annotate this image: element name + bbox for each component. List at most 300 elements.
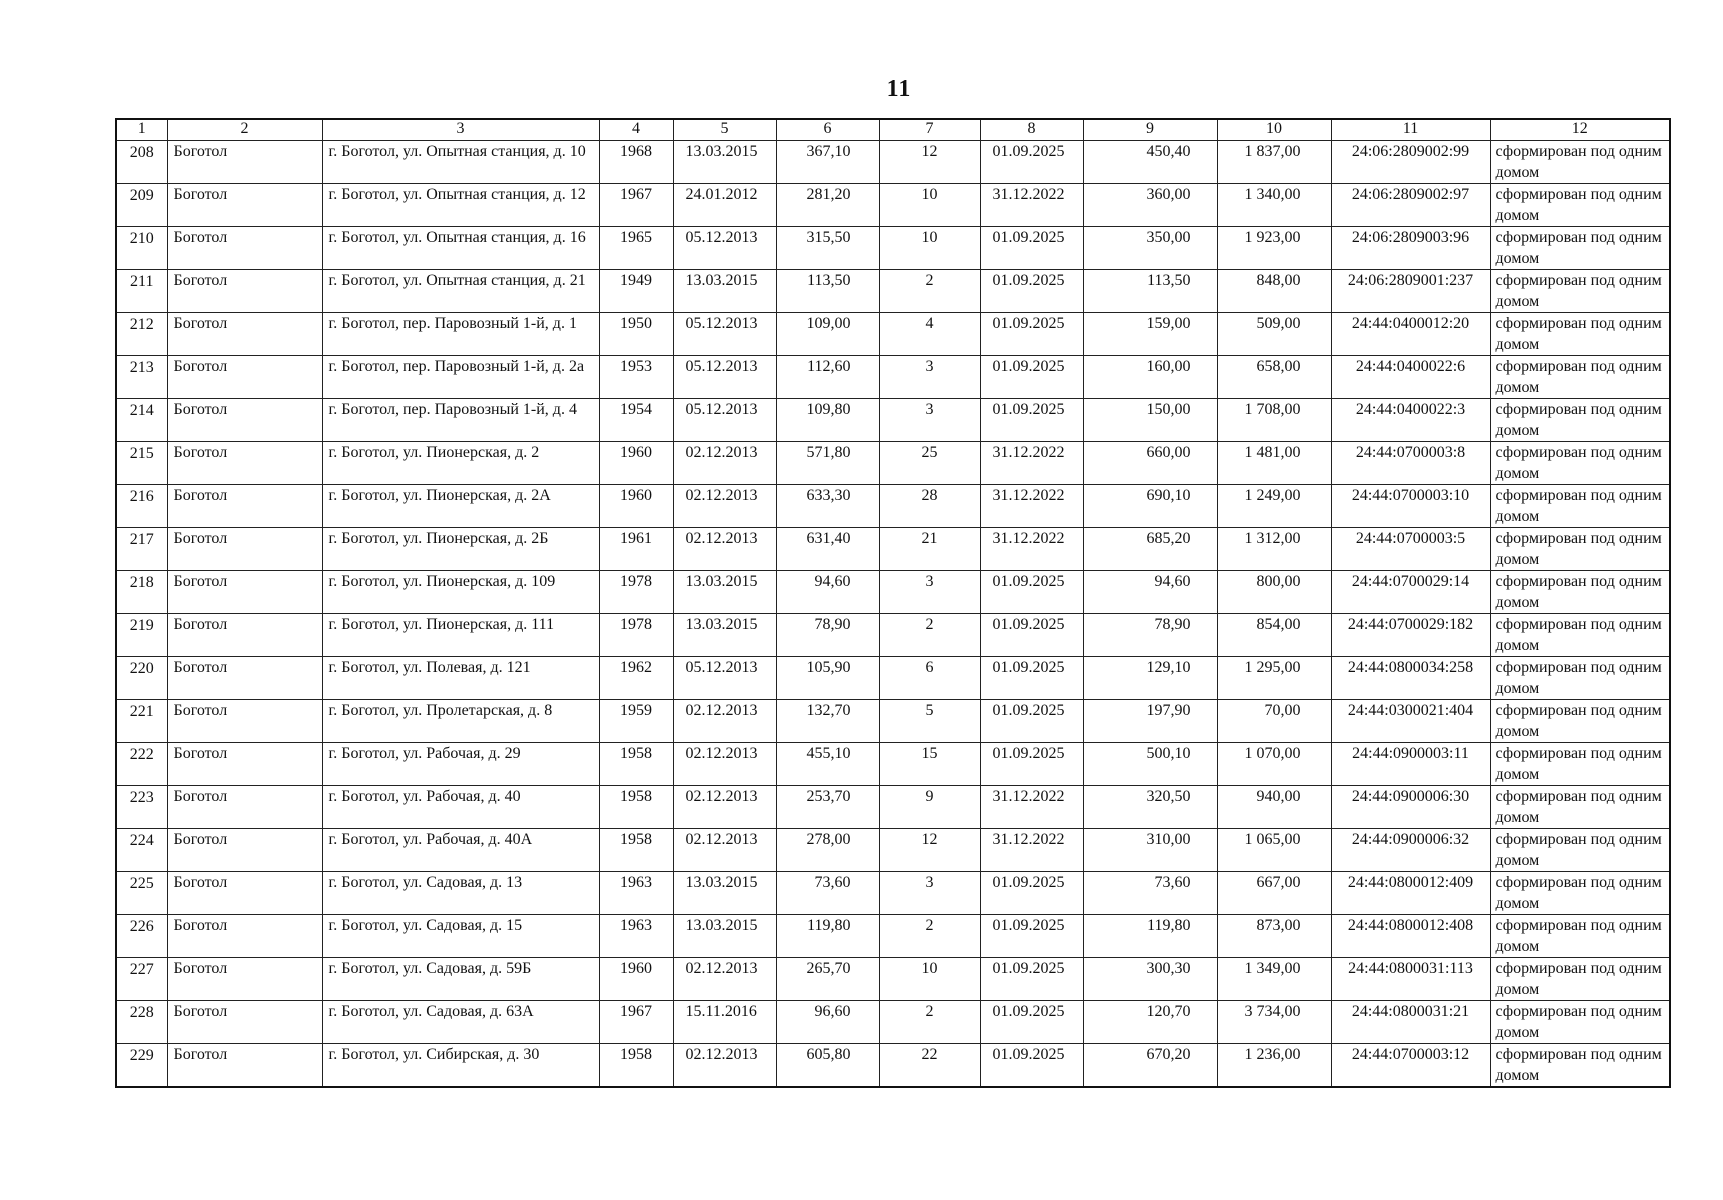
date-cell: 02.12.2013	[673, 442, 776, 485]
date-cell: 05.12.2013	[673, 657, 776, 700]
city-cell: Боготол	[167, 356, 322, 399]
area-cell: 571,80	[776, 442, 879, 485]
status-cell: сформирован под одним домом	[1490, 485, 1670, 528]
area-cell: 94,60	[776, 571, 879, 614]
cadastral-number-cell: 24:44:0400022:6	[1331, 356, 1490, 399]
deadline-cell: 01.09.2025	[980, 700, 1083, 743]
cadastral-number-cell: 24:44:0700003:12	[1331, 1044, 1490, 1088]
cadastral-number-cell: 24:06:2809002:97	[1331, 184, 1490, 227]
table-row	[116, 313, 1670, 356]
row-number: 212	[116, 313, 167, 356]
address-cell: г. Боготол, ул. Опытная станция, д. 21	[322, 270, 599, 313]
table-body	[116, 141, 1670, 1088]
city-cell: Боготол	[167, 313, 322, 356]
row-number: 223	[116, 786, 167, 829]
header-row	[116, 119, 1670, 141]
area-cell: 631,40	[776, 528, 879, 571]
year-built-cell: 1949	[599, 270, 673, 313]
count-cell: 9	[879, 786, 980, 829]
table-row	[116, 1044, 1670, 1088]
area-total-cell: 320,50	[1083, 786, 1217, 829]
status-cell: сформирован под одним домом	[1490, 399, 1670, 442]
area-cell: 109,00	[776, 313, 879, 356]
address-cell: г. Боготол, ул. Пролетарская, д. 8	[322, 700, 599, 743]
area-total-cell: 113,50	[1083, 270, 1217, 313]
status-cell: сформирован под одним домом	[1490, 786, 1670, 829]
area-total-cell: 660,00	[1083, 442, 1217, 485]
cadastral-number-cell: 24:44:0700003:10	[1331, 485, 1490, 528]
status-cell: сформирован под одним домом	[1490, 743, 1670, 786]
area-cell: 281,20	[776, 184, 879, 227]
cadastral-number-cell: 24:44:0800034:258	[1331, 657, 1490, 700]
address-cell: г. Боготол, ул. Полевая, д. 121	[322, 657, 599, 700]
status-cell: сформирован под одним домом	[1490, 227, 1670, 270]
area-total-cell: 119,80	[1083, 915, 1217, 958]
area-total-cell: 670,20	[1083, 1044, 1217, 1088]
row-number: 211	[116, 270, 167, 313]
count-cell: 6	[879, 657, 980, 700]
address-cell: г. Боготол, ул. Сибирская, д. 30	[322, 1044, 599, 1088]
table-row	[116, 399, 1670, 442]
status-cell: сформирован под одним домом	[1490, 614, 1670, 657]
area-total-cell: 78,90	[1083, 614, 1217, 657]
row-number: 210	[116, 227, 167, 270]
deadline-cell: 01.09.2025	[980, 356, 1083, 399]
address-cell: г. Боготол, ул. Рабочая, д. 40	[322, 786, 599, 829]
deadline-cell: 01.09.2025	[980, 571, 1083, 614]
city-cell: Боготол	[167, 571, 322, 614]
land-area-cell: 1 708,00	[1217, 399, 1331, 442]
year-built-cell: 1967	[599, 1001, 673, 1044]
year-built-cell: 1978	[599, 571, 673, 614]
table-row	[116, 958, 1670, 1001]
count-cell: 2	[879, 614, 980, 657]
year-built-cell: 1958	[599, 743, 673, 786]
year-built-cell: 1963	[599, 915, 673, 958]
address-cell: г. Боготол, ул. Садовая, д. 15	[322, 915, 599, 958]
area-total-cell: 350,00	[1083, 227, 1217, 270]
row-number: 213	[116, 356, 167, 399]
table-row	[116, 571, 1670, 614]
page-number: 11	[886, 76, 912, 102]
area-cell: 633,30	[776, 485, 879, 528]
column-header: 9	[1083, 119, 1217, 141]
deadline-cell: 01.09.2025	[980, 141, 1083, 184]
row-number: 217	[116, 528, 167, 571]
address-cell: г. Боготол, ул. Опытная станция, д. 12	[322, 184, 599, 227]
status-cell: сформирован под одним домом	[1490, 872, 1670, 915]
year-built-cell: 1953	[599, 356, 673, 399]
count-cell: 12	[879, 829, 980, 872]
area-cell: 96,60	[776, 1001, 879, 1044]
address-cell: г. Боготол, пер. Паровозный 1-й, д. 1	[322, 313, 599, 356]
deadline-cell: 31.12.2022	[980, 442, 1083, 485]
column-header: 6	[776, 119, 879, 141]
city-cell: Боготол	[167, 141, 322, 184]
cadastral-number-cell: 24:44:0800012:409	[1331, 872, 1490, 915]
cadastral-number-cell: 24:44:0800012:408	[1331, 915, 1490, 958]
housing-register-table	[115, 118, 1671, 1088]
cadastral-number-cell: 24:44:0700003:5	[1331, 528, 1490, 571]
count-cell: 3	[879, 399, 980, 442]
count-cell: 25	[879, 442, 980, 485]
status-cell: сформирован под одним домом	[1490, 915, 1670, 958]
address-cell: г. Боготол, ул. Рабочая, д. 40А	[322, 829, 599, 872]
table-row	[116, 442, 1670, 485]
city-cell: Боготол	[167, 528, 322, 571]
deadline-cell: 31.12.2022	[980, 786, 1083, 829]
deadline-cell: 01.09.2025	[980, 1044, 1083, 1088]
area-cell: 78,90	[776, 614, 879, 657]
deadline-cell: 31.12.2022	[980, 829, 1083, 872]
city-cell: Боготол	[167, 958, 322, 1001]
date-cell: 24.01.2012	[673, 184, 776, 227]
column-header: 5	[673, 119, 776, 141]
land-area-cell: 3 734,00	[1217, 1001, 1331, 1044]
date-cell: 05.12.2013	[673, 313, 776, 356]
date-cell: 13.03.2015	[673, 614, 776, 657]
date-cell: 05.12.2013	[673, 227, 776, 270]
city-cell: Боготол	[167, 270, 322, 313]
address-cell: г. Боготол, ул. Опытная станция, д. 10	[322, 141, 599, 184]
count-cell: 10	[879, 184, 980, 227]
area-cell: 605,80	[776, 1044, 879, 1088]
column-header: 7	[879, 119, 980, 141]
area-total-cell: 150,00	[1083, 399, 1217, 442]
year-built-cell: 1958	[599, 1044, 673, 1088]
row-number: 208	[116, 141, 167, 184]
city-cell: Боготол	[167, 442, 322, 485]
date-cell: 02.12.2013	[673, 829, 776, 872]
row-number: 216	[116, 485, 167, 528]
city-cell: Боготол	[167, 614, 322, 657]
status-cell: сформирован под одним домом	[1490, 1001, 1670, 1044]
year-built-cell: 1965	[599, 227, 673, 270]
area-cell: 278,00	[776, 829, 879, 872]
land-area-cell: 1 312,00	[1217, 528, 1331, 571]
land-area-cell: 667,00	[1217, 872, 1331, 915]
cadastral-number-cell: 24:44:0400012:20	[1331, 313, 1490, 356]
count-cell: 2	[879, 1001, 980, 1044]
address-cell: г. Боготол, ул. Садовая, д. 63А	[322, 1001, 599, 1044]
address-cell: г. Боготол, ул. Пионерская, д. 2А	[322, 485, 599, 528]
status-cell: сформирован под одним домом	[1490, 270, 1670, 313]
city-cell: Боготол	[167, 786, 322, 829]
cadastral-number-cell: 24:06:2809002:99	[1331, 141, 1490, 184]
row-number: 227	[116, 958, 167, 1001]
area-cell: 113,50	[776, 270, 879, 313]
table-row	[116, 786, 1670, 829]
status-cell: сформирован под одним домом	[1490, 528, 1670, 571]
row-number: 222	[116, 743, 167, 786]
date-cell: 13.03.2015	[673, 141, 776, 184]
area-total-cell: 73,60	[1083, 872, 1217, 915]
land-area-cell: 658,00	[1217, 356, 1331, 399]
table-row	[116, 872, 1670, 915]
cadastral-number-cell: 24:06:2809001:237	[1331, 270, 1490, 313]
area-cell: 132,70	[776, 700, 879, 743]
year-built-cell: 1959	[599, 700, 673, 743]
year-built-cell: 1958	[599, 829, 673, 872]
cadastral-number-cell: 24:44:0900006:32	[1331, 829, 1490, 872]
count-cell: 3	[879, 571, 980, 614]
land-area-cell: 1 340,00	[1217, 184, 1331, 227]
area-total-cell: 160,00	[1083, 356, 1217, 399]
column-header: 10	[1217, 119, 1331, 141]
land-area-cell: 1 923,00	[1217, 227, 1331, 270]
address-cell: г. Боготол, ул. Пионерская, д. 109	[322, 571, 599, 614]
land-area-cell: 1 065,00	[1217, 829, 1331, 872]
year-built-cell: 1954	[599, 399, 673, 442]
land-area-cell: 848,00	[1217, 270, 1331, 313]
land-area-cell: 800,00	[1217, 571, 1331, 614]
column-header: 3	[322, 119, 599, 141]
count-cell: 10	[879, 227, 980, 270]
land-area-cell: 70,00	[1217, 700, 1331, 743]
table-row	[116, 743, 1670, 786]
cadastral-number-cell: 24:44:0900006:30	[1331, 786, 1490, 829]
area-cell: 367,10	[776, 141, 879, 184]
column-header: 1	[116, 119, 167, 141]
status-cell: сформирован под одним домом	[1490, 958, 1670, 1001]
date-cell: 02.12.2013	[673, 485, 776, 528]
deadline-cell: 01.09.2025	[980, 958, 1083, 1001]
status-cell: сформирован под одним домом	[1490, 442, 1670, 485]
year-built-cell: 1958	[599, 786, 673, 829]
cadastral-number-cell: 24:44:0300021:404	[1331, 700, 1490, 743]
deadline-cell: 01.09.2025	[980, 399, 1083, 442]
deadline-cell: 01.09.2025	[980, 1001, 1083, 1044]
area-cell: 253,70	[776, 786, 879, 829]
table-row	[116, 227, 1670, 270]
date-cell: 02.12.2013	[673, 743, 776, 786]
row-number: 224	[116, 829, 167, 872]
table-row	[116, 657, 1670, 700]
count-cell: 12	[879, 141, 980, 184]
address-cell: г. Боготол, ул. Рабочая, д. 29	[322, 743, 599, 786]
count-cell: 3	[879, 356, 980, 399]
date-cell: 02.12.2013	[673, 700, 776, 743]
year-built-cell: 1950	[599, 313, 673, 356]
area-total-cell: 310,00	[1083, 829, 1217, 872]
year-built-cell: 1960	[599, 485, 673, 528]
deadline-cell: 31.12.2022	[980, 485, 1083, 528]
deadline-cell: 31.12.2022	[980, 184, 1083, 227]
date-cell: 02.12.2013	[673, 1044, 776, 1088]
column-header: 8	[980, 119, 1083, 141]
land-area-cell: 1 295,00	[1217, 657, 1331, 700]
land-area-cell: 1 236,00	[1217, 1044, 1331, 1088]
land-area-cell: 854,00	[1217, 614, 1331, 657]
area-total-cell: 120,70	[1083, 1001, 1217, 1044]
column-header: 11	[1331, 119, 1490, 141]
row-number: 215	[116, 442, 167, 485]
deadline-cell: 01.09.2025	[980, 743, 1083, 786]
table-row	[116, 829, 1670, 872]
city-cell: Боготол	[167, 700, 322, 743]
date-cell: 13.03.2015	[673, 571, 776, 614]
status-cell: сформирован под одним домом	[1490, 829, 1670, 872]
land-area-cell: 1 481,00	[1217, 442, 1331, 485]
city-cell: Боготол	[167, 485, 322, 528]
address-cell: г. Боготол, пер. Паровозный 1-й, д. 2а	[322, 356, 599, 399]
status-cell: сформирован под одним домом	[1490, 141, 1670, 184]
area-cell: 73,60	[776, 872, 879, 915]
area-total-cell: 450,40	[1083, 141, 1217, 184]
area-total-cell: 500,10	[1083, 743, 1217, 786]
column-header: 12	[1490, 119, 1670, 141]
year-built-cell: 1968	[599, 141, 673, 184]
land-area-cell: 873,00	[1217, 915, 1331, 958]
city-cell: Боготол	[167, 829, 322, 872]
deadline-cell: 01.09.2025	[980, 270, 1083, 313]
area-cell: 315,50	[776, 227, 879, 270]
count-cell: 2	[879, 270, 980, 313]
row-number: 221	[116, 700, 167, 743]
table-row	[116, 528, 1670, 571]
status-cell: сформирован под одним домом	[1490, 700, 1670, 743]
count-cell: 10	[879, 958, 980, 1001]
address-cell: г. Боготол, ул. Садовая, д. 13	[322, 872, 599, 915]
date-cell: 02.12.2013	[673, 528, 776, 571]
deadline-cell: 01.09.2025	[980, 614, 1083, 657]
deadline-cell: 01.09.2025	[980, 227, 1083, 270]
status-cell: сформирован под одним домом	[1490, 313, 1670, 356]
count-cell: 3	[879, 872, 980, 915]
deadline-cell: 01.09.2025	[980, 657, 1083, 700]
city-cell: Боготол	[167, 915, 322, 958]
status-cell: сформирован под одним домом	[1490, 1044, 1670, 1088]
table-row	[116, 1001, 1670, 1044]
date-cell: 02.12.2013	[673, 958, 776, 1001]
year-built-cell: 1961	[599, 528, 673, 571]
city-cell: Боготол	[167, 872, 322, 915]
area-total-cell: 94,60	[1083, 571, 1217, 614]
area-total-cell: 685,20	[1083, 528, 1217, 571]
year-built-cell: 1978	[599, 614, 673, 657]
row-number: 214	[116, 399, 167, 442]
cadastral-number-cell: 24:06:2809003:96	[1331, 227, 1490, 270]
area-cell: 455,10	[776, 743, 879, 786]
city-cell: Боготол	[167, 1001, 322, 1044]
city-cell: Боготол	[167, 1044, 322, 1088]
row-number: 218	[116, 571, 167, 614]
address-cell: г. Боготол, ул. Садовая, д. 59Б	[322, 958, 599, 1001]
count-cell: 4	[879, 313, 980, 356]
count-cell: 2	[879, 915, 980, 958]
land-area-cell: 1 837,00	[1217, 141, 1331, 184]
date-cell: 05.12.2013	[673, 356, 776, 399]
address-cell: г. Боготол, ул. Пионерская, д. 2	[322, 442, 599, 485]
deadline-cell: 01.09.2025	[980, 915, 1083, 958]
city-cell: Боготол	[167, 184, 322, 227]
row-number: 219	[116, 614, 167, 657]
area-total-cell: 197,90	[1083, 700, 1217, 743]
row-number: 220	[116, 657, 167, 700]
land-area-cell: 509,00	[1217, 313, 1331, 356]
city-cell: Боготол	[167, 399, 322, 442]
land-area-cell: 1 349,00	[1217, 958, 1331, 1001]
date-cell: 13.03.2015	[673, 915, 776, 958]
count-cell: 21	[879, 528, 980, 571]
cadastral-number-cell: 24:44:0700003:8	[1331, 442, 1490, 485]
row-number: 225	[116, 872, 167, 915]
table-row	[116, 141, 1670, 184]
address-cell: г. Боготол, ул. Опытная станция, д. 16	[322, 227, 599, 270]
year-built-cell: 1962	[599, 657, 673, 700]
year-built-cell: 1963	[599, 872, 673, 915]
cadastral-number-cell: 24:44:0800031:113	[1331, 958, 1490, 1001]
area-total-cell: 690,10	[1083, 485, 1217, 528]
address-cell: г. Боготол, пер. Паровозный 1-й, д. 4	[322, 399, 599, 442]
city-cell: Боготол	[167, 743, 322, 786]
land-area-cell: 1 070,00	[1217, 743, 1331, 786]
area-cell: 112,60	[776, 356, 879, 399]
year-built-cell: 1960	[599, 958, 673, 1001]
count-cell: 15	[879, 743, 980, 786]
table-row	[116, 356, 1670, 399]
area-cell: 105,90	[776, 657, 879, 700]
city-cell: Боготол	[167, 657, 322, 700]
table-row	[116, 614, 1670, 657]
status-cell: сформирован под одним домом	[1490, 356, 1670, 399]
row-number: 209	[116, 184, 167, 227]
date-cell: 02.12.2013	[673, 786, 776, 829]
deadline-cell: 31.12.2022	[980, 528, 1083, 571]
table-row	[116, 184, 1670, 227]
status-cell: сформирован под одним домом	[1490, 571, 1670, 614]
cadastral-number-cell: 24:44:0800031:21	[1331, 1001, 1490, 1044]
table-row	[116, 485, 1670, 528]
column-header: 4	[599, 119, 673, 141]
count-cell: 28	[879, 485, 980, 528]
row-number: 226	[116, 915, 167, 958]
row-number: 229	[116, 1044, 167, 1088]
cadastral-number-cell: 24:44:0700029:14	[1331, 571, 1490, 614]
table-row	[116, 915, 1670, 958]
status-cell: сформирован под одним домом	[1490, 184, 1670, 227]
table-row	[116, 270, 1670, 313]
date-cell: 15.11.2016	[673, 1001, 776, 1044]
city-cell: Боготол	[167, 227, 322, 270]
address-cell: г. Боготол, ул. Пионерская, д. 111	[322, 614, 599, 657]
status-cell: сформирован под одним домом	[1490, 657, 1670, 700]
area-cell: 109,80	[776, 399, 879, 442]
cadastral-number-cell: 24:44:0700029:182	[1331, 614, 1490, 657]
land-area-cell: 1 249,00	[1217, 485, 1331, 528]
column-header: 2	[167, 119, 322, 141]
cadastral-number-cell: 24:44:0900003:11	[1331, 743, 1490, 786]
area-cell: 119,80	[776, 915, 879, 958]
date-cell: 05.12.2013	[673, 399, 776, 442]
row-number: 228	[116, 1001, 167, 1044]
count-cell: 5	[879, 700, 980, 743]
date-cell: 13.03.2015	[673, 872, 776, 915]
cadastral-number-cell: 24:44:0400022:3	[1331, 399, 1490, 442]
area-total-cell: 300,30	[1083, 958, 1217, 1001]
year-built-cell: 1967	[599, 184, 673, 227]
area-total-cell: 129,10	[1083, 657, 1217, 700]
area-total-cell: 159,00	[1083, 313, 1217, 356]
count-cell: 22	[879, 1044, 980, 1088]
date-cell: 13.03.2015	[673, 270, 776, 313]
deadline-cell: 01.09.2025	[980, 313, 1083, 356]
area-total-cell: 360,00	[1083, 184, 1217, 227]
area-cell: 265,70	[776, 958, 879, 1001]
land-area-cell: 940,00	[1217, 786, 1331, 829]
address-cell: г. Боготол, ул. Пионерская, д. 2Б	[322, 528, 599, 571]
deadline-cell: 01.09.2025	[980, 872, 1083, 915]
